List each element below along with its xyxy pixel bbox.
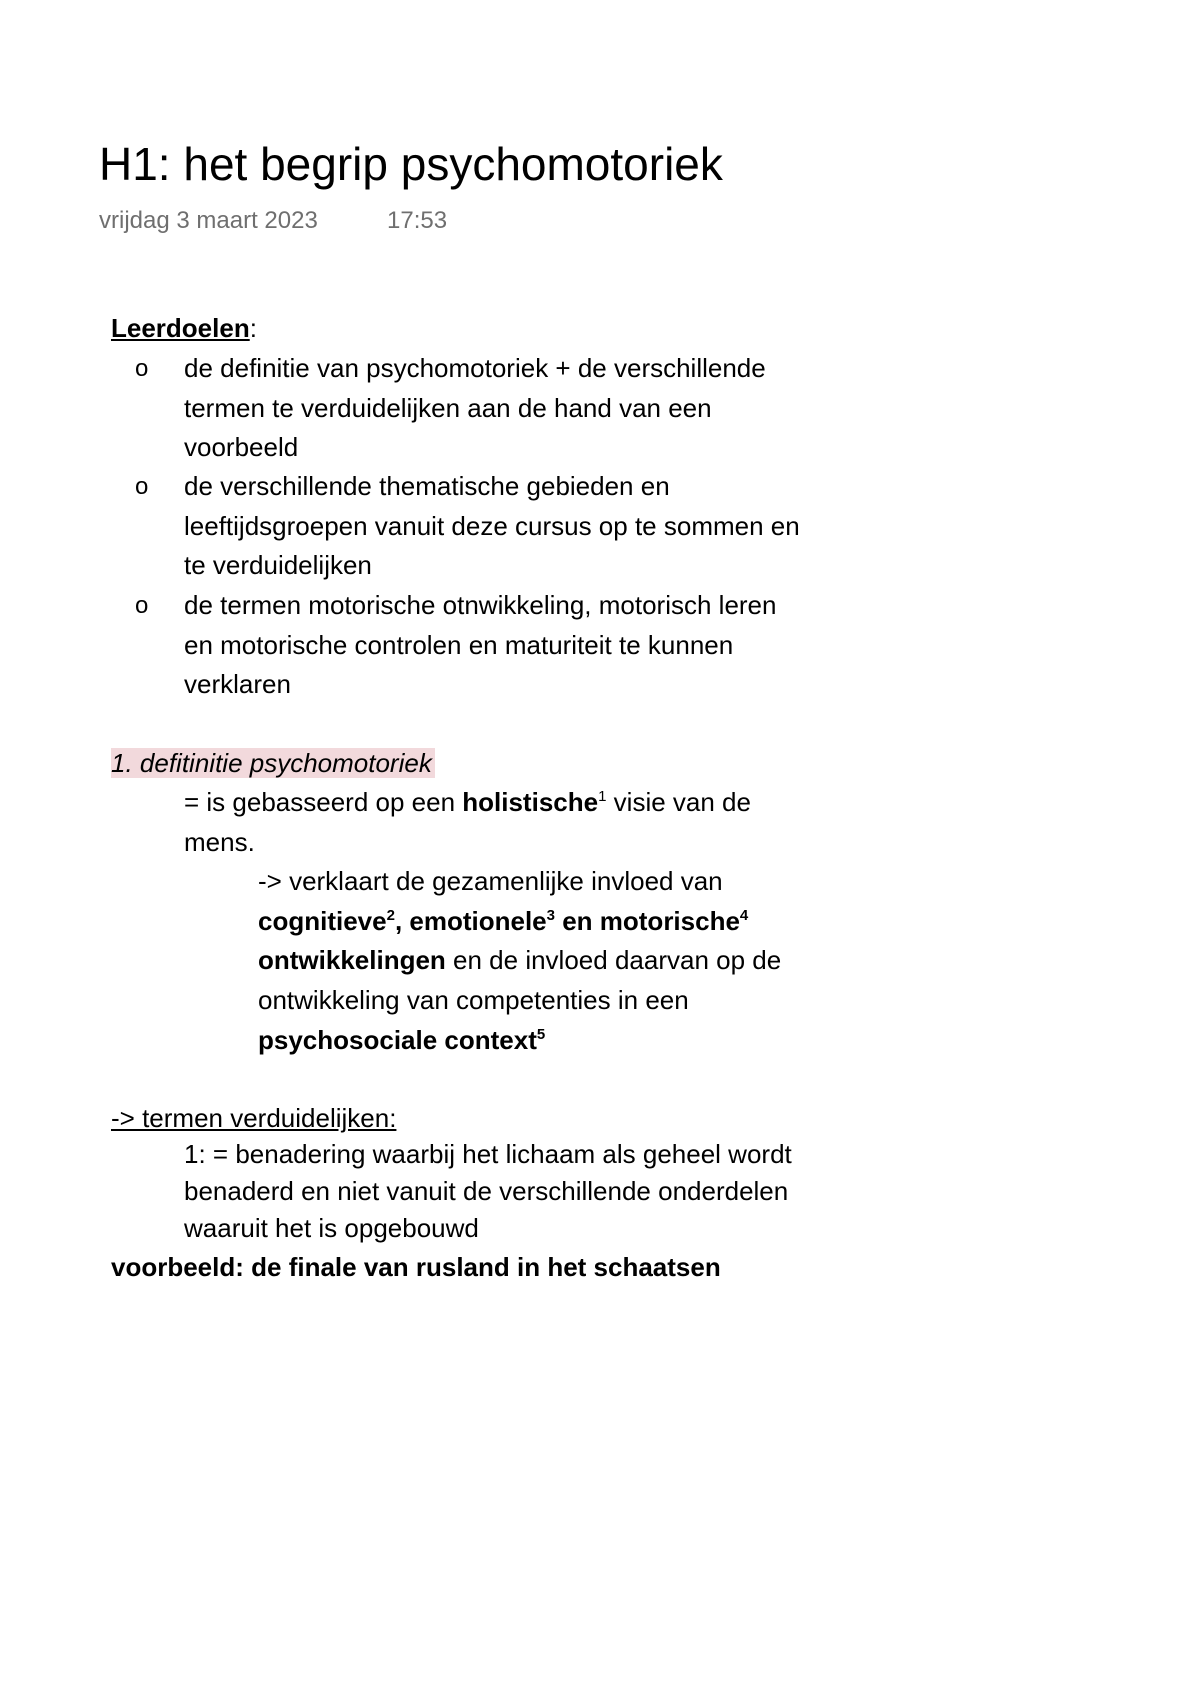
leerdoel-item <box>184 467 800 586</box>
explanation-line-3-rest: en de invloed daarvan op de <box>445 945 782 975</box>
termen-line: benaderd en niet vanuit de verschillende onderdelen <box>184 1176 789 1206</box>
leerdoel-item <box>184 586 776 705</box>
term-ontwikkelingen: ontwikkelingen <box>258 945 446 975</box>
note-date: vrijdag 3 maart 2023 <box>99 207 318 234</box>
explanation-arrow-line: -> verklaart de gezamenlijke invloed van <box>258 866 723 896</box>
explanation-line-4: ontwikkeling van competenties in een <box>258 985 689 1015</box>
definition-line <box>184 783 751 823</box>
leerdoel-item <box>184 349 766 468</box>
term-emotionele: emotionele <box>409 906 547 936</box>
leerdoel-line: termen te verduidelijken aan de hand van een <box>184 392 712 423</box>
footnote-ref-2: 2 <box>386 907 395 924</box>
termen-line: waaruit het is opgebouwd <box>184 1213 479 1243</box>
termen-heading-text: -> termen verduidelijken: <box>111 1103 397 1133</box>
leerdoel-line: verklaren <box>184 669 291 699</box>
bullet-icon: o <box>135 473 149 500</box>
leerdoelen-colon: : <box>249 313 257 343</box>
term-psychosociale-context: psychosociale context <box>258 1025 537 1055</box>
bullet-icon: o <box>135 592 149 619</box>
note-meta <box>99 206 448 236</box>
leerdoel-line: leeftijdsgroepen vanuit deze cursus op te sommen en <box>184 510 800 541</box>
definition-suffix: visie van de <box>606 787 751 817</box>
leerdoel-line: en motorische controlen en maturiteit te kunnen <box>184 629 734 660</box>
section1-heading <box>111 744 435 784</box>
footnote-ref-5: 5 <box>536 1026 546 1043</box>
termen-heading <box>111 1099 396 1139</box>
term-cognitieve: cognitieve <box>258 906 387 936</box>
leerdoel-line: de verschillende thematische gebieden en <box>184 471 670 501</box>
explanation-line-5 <box>258 1021 545 1061</box>
footnote-ref-1: 1 <box>598 788 607 805</box>
term-comma: , <box>394 906 410 936</box>
leerdoelen-heading <box>111 309 257 349</box>
footnote-ref-3: 3 <box>546 907 555 924</box>
page-title: H1: het begrip psychomotoriek <box>99 138 723 190</box>
explanation-line-2 <box>258 902 748 942</box>
termen-footnote-1 <box>184 1136 792 1247</box>
note-time: 17:53 <box>387 207 448 234</box>
definition-line-2: mens. <box>184 827 255 857</box>
bullet-icon: o <box>135 355 149 382</box>
leerdoel-line: de termen motorische otnwikkeling, motorisch leren <box>184 590 777 620</box>
leerdoel-line: voorbeeld <box>184 432 299 462</box>
footnote-ref-4: 4 <box>739 907 749 924</box>
leerdoel-line: te verduidelijken <box>184 550 372 580</box>
termen-line: 1: = benadering waarbij het lichaam als geheel wordt <box>184 1139 792 1169</box>
leerdoel-line: de definitie van psychomotoriek + de verschillende <box>184 353 766 383</box>
section1-heading-text: 1. defitinitie psychomotoriek <box>111 748 435 778</box>
explanation-line-3 <box>258 941 781 981</box>
definition-holistische: holistische <box>462 787 599 817</box>
definition-prefix: = is gebasseerd op een <box>184 787 463 817</box>
term-motorische: en motorische <box>554 906 740 936</box>
voorbeeld-line: voorbeeld: de finale van rusland in het schaatsen <box>111 1252 721 1282</box>
leerdoelen-label: Leerdoelen <box>111 313 250 343</box>
